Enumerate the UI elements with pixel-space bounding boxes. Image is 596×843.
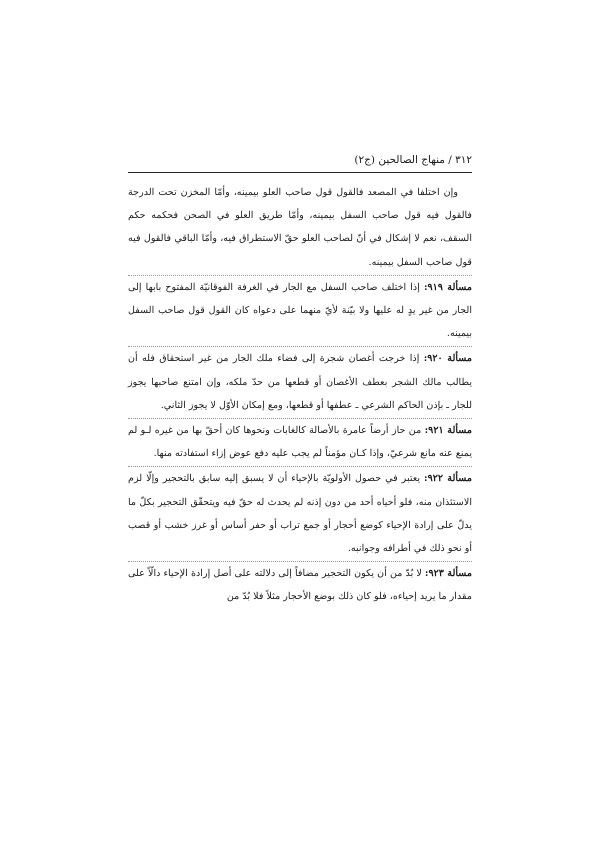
paragraph-text: لا بُدّ من أن يكون التحجير مضافاً إلى دلالته على أصل إرادة الإحياء دالّاً على مقدار ما يريد إحياءه، فلو كان ذلك بوضع الأحجار مثلاً فلا بُدّ من <box>128 568 472 603</box>
paragraph-text: وإن اختلفا في المصعد فالقول قول صاحب العلو بيمينه، وأمّا المخزن تحت الدرجة فالقول فيه قول صاحب السفل بيمينه، وأمّا طريق العلو في الصحن فحكمه حكم السقف، نعم لا إشكال في أنّ لصاحب العلو حقّ الاستطراق فيه، وأمّا الباقي فالقول فيه قول صاحب السفل بيمينه. <box>128 187 472 268</box>
issue-label: مسألة ٩٢١: <box>424 425 472 437</box>
issue-label: مسألة ٩٢٣: <box>424 568 472 580</box>
paragraph-intro <box>128 181 472 274</box>
issue-923 <box>128 562 472 608</box>
paragraph-text: يعتبر في حصول الأولويّة بالإحياء أن لا يسبق إليه سابق بالتحجير وإلّا لزم الاستئذان منه، فلو أحياه أحد من دون إذنه لم يحدث له حقّ فيه ويتحقّق التحجير بكلّ ما يدلّ على إرادة الإحياء كوضع أحجار أو جمع تراب أو حفر أساس أو غرز خشب أو قصب أو نحو ذلك في أطرافه وجوانبه. <box>128 473 472 555</box>
issue-921 <box>128 419 472 465</box>
paragraph-text: من حاز أرضاً عامرة بالأصالة كالغابات ونحوها كان أحقّ بها من غيره لـو لم يمنع عنه مانع شرعيّ، وإذا كـان مؤمناً لم يجب عليه دفع عوض إزاء استفادته منها. <box>128 425 472 460</box>
paragraph-text: إذا اختلف صاحب السفل مع الجار في الغرفة الفوقانيّة المفتوح بابها إلى الجار من غير يدٍ له عليها ولا بيّنة لأيّ منهما على دعواه كان القول قول صاحب السفل بيمينه. <box>128 281 472 340</box>
page-body <box>128 181 472 609</box>
paragraph-text: إذا خرجت أغصان شجرة إلى فضاء ملك الجار من غير استحقاق فله أن يطالب مالك الشجر بعطف الأغصان أو قطعها من حدّ ملكه، وإن امتنع صاحبها يجوز للجار ـ بإذن الحاكم الشرعي ـ عطفها أو قطعها، ومع إمكان الأوّل لا يجوز الثاني. <box>128 353 472 411</box>
header-rule <box>128 172 472 173</box>
issue-label: مسألة ٩٢٢: <box>424 473 472 485</box>
running-head: ٣١٢ / منهاج الصالحين (ج٢) <box>354 154 472 166</box>
issue-920 <box>128 347 472 417</box>
issue-label: مسألة ٩١٩: <box>423 281 472 293</box>
issue-922 <box>128 467 472 560</box>
issue-label: مسألة ٩٢٠: <box>423 353 472 365</box>
issue-919 <box>128 276 472 346</box>
